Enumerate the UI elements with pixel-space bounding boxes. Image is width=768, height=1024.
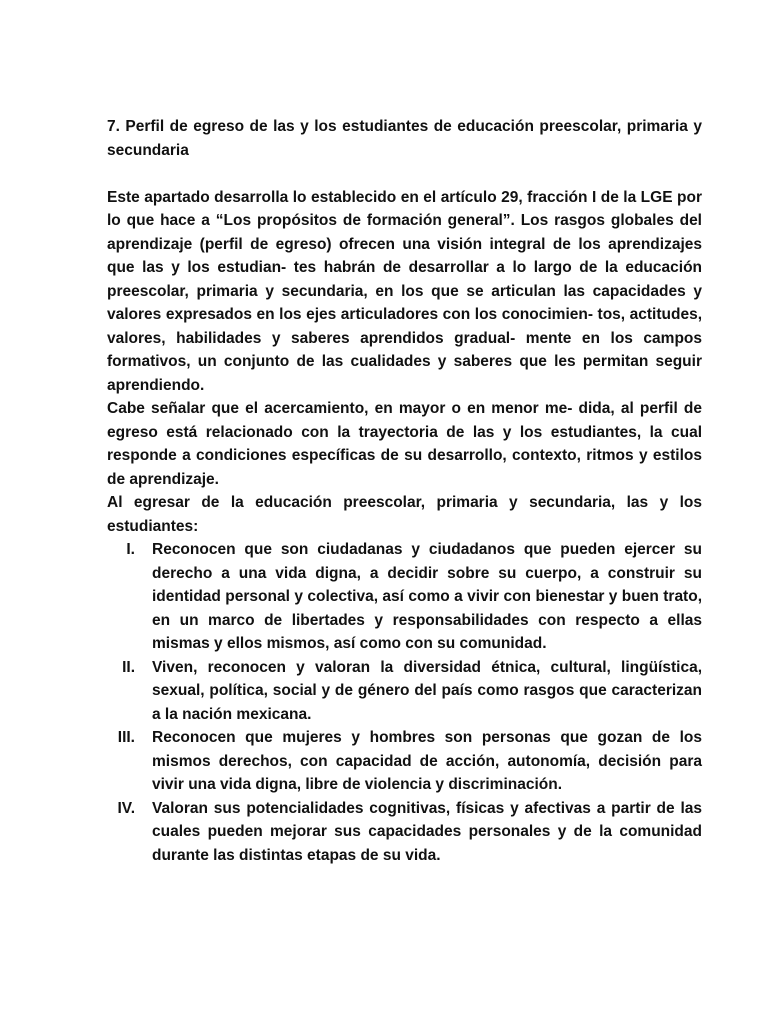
paragraph-approach: Cabe señalar que el acercamiento, en mayor o en menor me- dida, al perfil de egreso está relacionado con la trayectoria de las y los estudiantes, la cual responde a condiciones específicas de su desarrollo, contexto, ritmos y estilos de aprendizaje. [107, 400, 702, 488]
list-numeral: III. [117, 729, 135, 746]
list-item-text: Viven, reconocen y valoran la diversidad étnica, cultural, lingüística, sexual, política, social y de género del país como rasgos que caracterizan a la nación mexicana. [152, 658, 702, 723]
section-heading: 7. Perfil de egreso de las y los estudiantes de educación preescolar, primaria y secundaria [107, 118, 702, 159]
list-numeral: II. [122, 658, 135, 676]
list-item [107, 797, 702, 868]
list-item-text: Reconocen que mujeres y hombres son personas que gozan de los mismos derechos, con capacidad de acción, autonomía, decisión para vivir una vida digna, libre de violencia y discriminación. [152, 729, 702, 793]
document-page [107, 115, 702, 867]
paragraph-list-lead: Al egresar de la educación preescolar, primaria y secundaria, las y los estudiantes: [107, 494, 702, 535]
paragraph-intro: Este apartado desarrolla lo establecido en el artículo 29, fracción I de la LGE por lo que hace a “Los propósitos de formación general”. Los rasgos globales del aprendizaje (perfil de egreso) ofrecen una visión integral de los aprendizajes que las y los estudian- tes habrán de desarrollar a lo largo de la educación preescolar, primaria y secundaria, en los que se articulan las capacidades y valores expresados en los ejes articuladores con los conocimien- tos, actitudes, valores, habilidades y saberes aprendidos gradual- mente en los campos formativos, un conjunto de las cualidades y saberes que les permitan seguir aprendiendo. [107, 188, 702, 394]
list-item-text: Valoran sus potencialidades cognitivas, físicas y afectivas a partir de las cuales pueden mejorar sus capacidades personales y de la comunidad durante las distintas etapas de su vida. [152, 799, 702, 864]
list-item [107, 656, 702, 727]
list-item-text: Reconocen que son ciudadanas y ciudadanos que pueden ejercer su derecho a una vida digna, a decidir sobre su cuerpo, a construir su identidad personal y colectiva, así como a vivir con bienestar y buen trato, en un marco de libertades y responsabilidades con respecto a ellas mismas y ellos mismos, así como con su comunidad. [152, 541, 702, 652]
list-numeral: I. [126, 541, 135, 558]
list-item [107, 538, 702, 656]
list-numeral: IV. [117, 799, 135, 817]
list-item [107, 726, 702, 797]
profile-list [107, 538, 702, 867]
